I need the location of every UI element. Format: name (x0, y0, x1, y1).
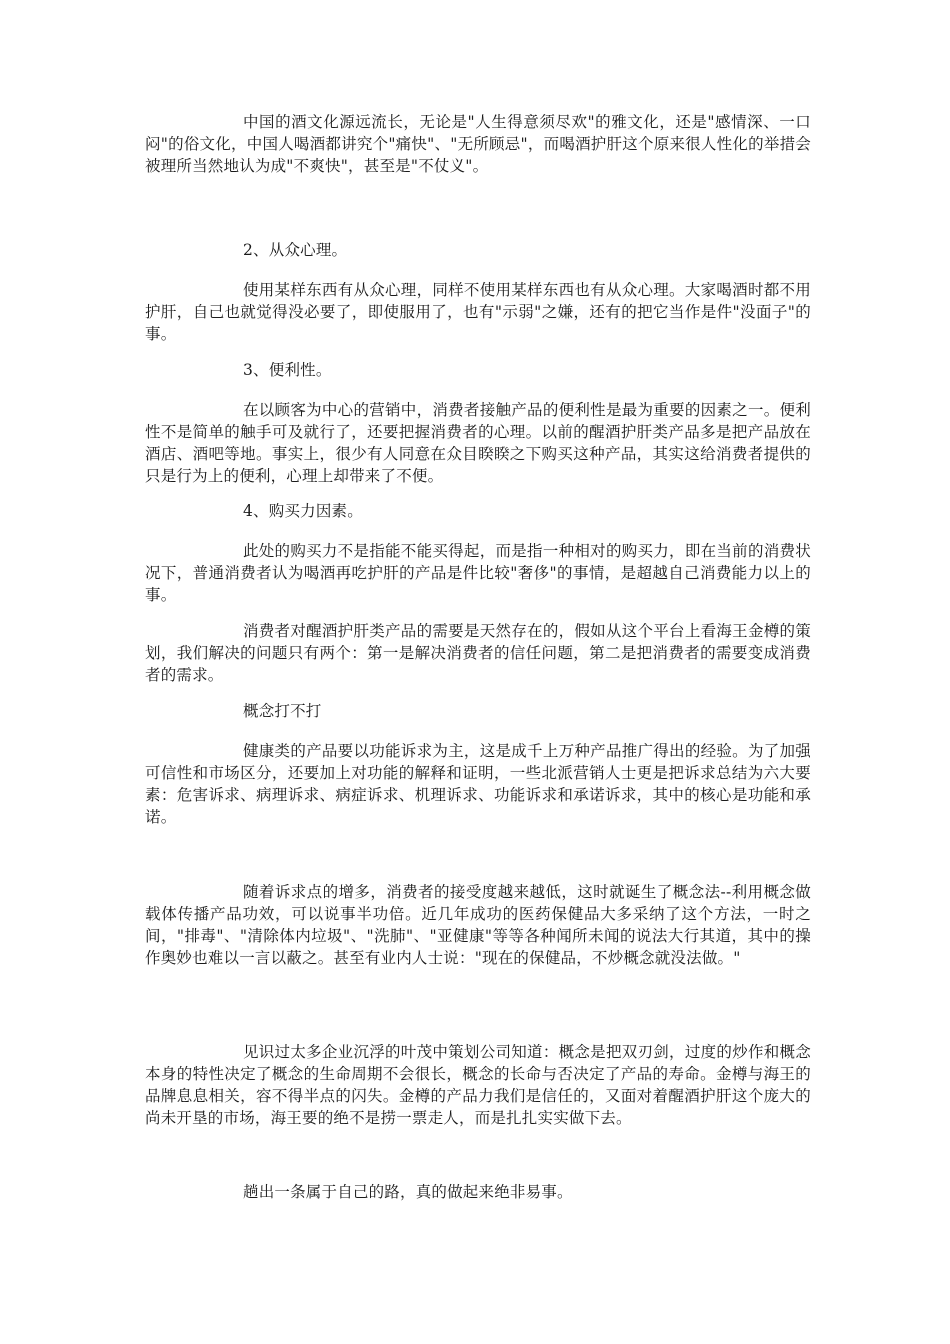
heading-convenience: 3、便利性。 (243, 361, 332, 379)
paragraph-consumer-need: 消费者对醒酒护肝类产品的需要是天然存在的，假如从这个平台上看海王金樽的策划，我们解决的问题只有两个：第一是解决消费者的信任问题，第二是把消费者的需要变成消费者的需求。 (145, 622, 811, 684)
paragraph-wine-culture: 中国的酒文化源远流长，无论是"人生得意须尽欢"的雅文化，还是"感情深、一口闷"的俗文化，中国人喝酒都讲究个"痛快"、"无所顾忌"，而喝酒护肝这个原来很人性化的举措会被理所当然地认为成"不爽快"，甚至是"不仗义"。 (145, 113, 811, 175)
paragraph-concept-method: 随着诉求点的增多，消费者的接受度越来越低，这时就诞生了概念法--利用概念做载体传播产品功效，可以说事半功倍。近几年成功的医药保健品大多采纳了这个方法，一时之间，"排毒"、"清除体内垃圾"、"洗肺"、"亚健康"等等各种闻所未闻的说法大行其道，其中的操作奥妙也难以一言以蔽之。甚至有业内人士说："现在的保健品，不炒概念就没法做。" (145, 883, 811, 967)
paragraph-conformity: 使用某样东西有从众心理，同样不使用某样东西也有从众心理。大家喝酒时都不用护肝，自己也就觉得没必要了，即使服用了，也有"示弱"之嫌，还有的把它当作是件"没面子"的事。 (145, 281, 811, 343)
heading-conformity: 2、从众心理。 (243, 241, 348, 259)
paragraph-convenience: 在以顾客为中心的营销中，消费者接触产品的便利性是最为重要的因素之一。便利性不是简单的触手可及就行了，还要把握消费者的心理。以前的醒酒护肝类产品多是把产品放在酒店、酒吧等地。事实上，很少有人同意在众目睽睽之下购买这种产品，其实这给消费者提供的只是行为上的便利，心理上却带来了不便。 (145, 401, 811, 485)
paragraph-health-products: 健康类的产品要以功能诉求为主，这是成千上万种产品推广得出的经验。为了加强可信性和市场区分，还要加上对功能的解释和证明，一些北派营销人士更是把诉求总结为六大要素：危害诉求、病理诉求、病症诉求、机理诉求、功能诉求和承诺诉求，其中的核心是功能和承诺。 (145, 742, 811, 826)
paragraph-own-path: 趟出一条属于自己的路，真的做起来绝非易事。 (243, 1183, 573, 1201)
paragraph-double-edged: 见识过太多企业沉浮的叶茂中策划公司知道：概念是把双刃剑，过度的炒作和概念本身的特性决定了概念的生命周期不会很长，概念的长命与否决定了产品的寿命。金樽与海王的品牌息息相关，容不得半点的闪失。金樽的产品力我们是信任的，又面对着醒酒护肝这个庞大的尚未开垦的市场，海王要的绝不是捞一票走人，而是扎扎实实做下去。 (145, 1043, 811, 1127)
paragraph-purchasing-power: 此处的购买力不是指能不能买得起，而是指一种相对的购买力，即在当前的消费状况下，普通消费者认为喝酒再吃护肝的产品是件比较"奢侈"的事情，是超越自己消费能力以上的事。 (145, 542, 811, 604)
heading-concept: 概念打不打 (243, 702, 322, 720)
heading-purchasing-power: 4、购买力因素。 (243, 502, 363, 520)
